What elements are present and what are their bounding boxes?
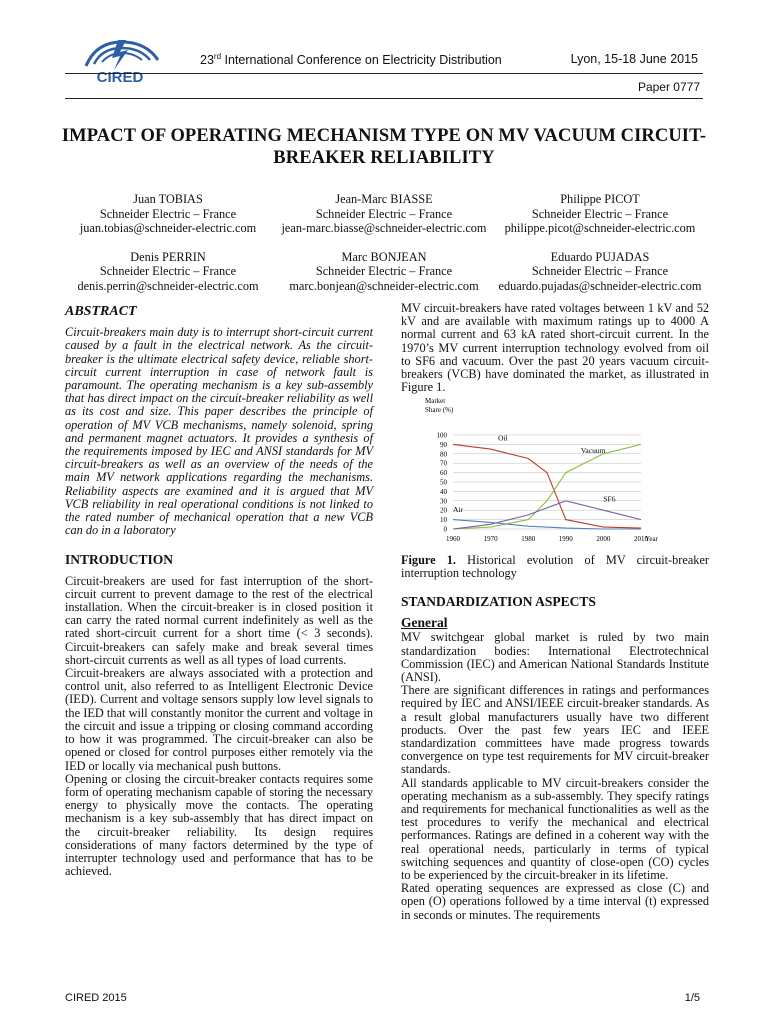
- author-affiliation: Schneider Electric – France: [315, 264, 453, 279]
- author-email[interactable]: marc.bonjean@schneider-electric.com: [289, 278, 479, 293]
- author-name: Juan TOBIAS: [133, 192, 203, 206]
- author-email[interactable]: juan.tobias@schneider-electric.com: [79, 221, 257, 236]
- y-tick-label: 0: [443, 525, 447, 534]
- author-block: [276, 250, 492, 294]
- standardization-heading: STANDARDIZATION ASPECTS: [401, 594, 596, 609]
- series-line-oil: [453, 444, 641, 528]
- author-name: Eduardo PUJADAS: [550, 249, 650, 264]
- standardization-paragraph: All standards applicable to MV circuit-breakers consider the operating mechanism as a sub-assembly. They specify ratings and requirements for mechanical functionalities as well as the test procedures to verify the mechanical and electrical performances. Ratings are defined in a coherent way with the real operational needs, particularly in terms of typical switching sequences and quantity of close-open (CO) cycles to be experienced by the circuit-breaker in its lifetime.: [401, 775, 709, 883]
- paper-title: [60, 125, 708, 169]
- cired-logo: [72, 36, 164, 86]
- series-line-sf6: [453, 501, 641, 529]
- series-label: Oil: [498, 433, 508, 443]
- introduction-heading: INTRODUCTION: [65, 552, 174, 568]
- paper-number: Paper 0777: [637, 80, 700, 94]
- series-label: Air: [453, 505, 463, 515]
- x-tick-label: 1960: [446, 535, 460, 543]
- x-tick-label: 1970: [483, 535, 498, 543]
- y-axis-label: Market: [425, 397, 446, 405]
- standardization-paragraph: MV switchgear global market is ruled by two main standardization bodies: International Electrotechnical Commission (IEC) and American National Standards Institute (ANSI).: [401, 630, 709, 685]
- x-axis-label: Year: [645, 535, 658, 543]
- y-tick-label: 20: [440, 506, 447, 515]
- series-line-vacuum: [453, 444, 641, 529]
- intro-paragraph: MV circuit-breakers have rated voltages between 1 kV and 52 kV and are available with maximum ratings up to 4000 A normal current and 63 kA rated short-circuit current. In the 1970’s MV current interruption technology evolved from oil to SF6 and vacuum. Over the past 20 years vacuum circuit-breakers (VCB) have dominated the market, as illustrated in Figure 1.: [401, 301, 709, 395]
- header-rule-bottom: [65, 98, 703, 99]
- author-affiliation: Schneider Electric – France: [99, 264, 237, 279]
- y-tick-label: 30: [440, 497, 447, 506]
- abstract-text: Circuit-breakers main duty is to interrupt short-circuit current caused by a fault in the electrical network. As the circuit-breaker is the ultimate electrical safety device, reliable short-circuit current interruption in case of network fault is paramount. The operating mechanism is a key sub-assembly that has direct impact on the circuit-breaker reliability as well as its cost and size. This paper describes the principle of operation of MV VCB mechanisms, namely solenoid, spring and permanent magnet actuators. It provides a synthesis of the requirements imposed by IEC and ANSI standards for MV circuit-breakers as well as an overview of the needs of the main MV network applications regarding the mechanisms. Reliability aspects are examined and it is argued that MV VCB reliability in real operational conditions is not linked to the rated number of mechanical operation that a new VCB can do in a laboratory: [65, 325, 373, 538]
- title-line-2: BREAKER RELIABILITY: [273, 148, 495, 168]
- header-rule: [65, 73, 703, 74]
- introduction-paragraph: Circuit-breakers are always associated with a protection and control unit, also referred to as Intelligent Electronic Device (IED). Current and voltage sensors supply low level signals to the IED that will constantly monitor the current and voltage in the circuit and issue a tripping or closing command according to how it was programmed. The circuit-breaker can also be opened or closed for control purposes either remotely via the IED or locally via mechanical push buttons.: [65, 666, 373, 773]
- right-column-intro: [401, 302, 709, 394]
- introduction-paragraph: Circuit-breakers are used for fast interruption of the short-circuit current to prevent damage to the rest of the electrical installation. When the circuit-breaker is in closed position it can carry the rated normal current indefinitely as well as the rated short-circuit current for a short time (< 3 seconds). Circuit-breakers can safely make and break several times short-circuit currents as well as all types of load currents.: [65, 573, 373, 667]
- x-tick-label: 1980: [521, 535, 536, 543]
- author-block: [492, 250, 708, 294]
- right-column-standardization: [401, 595, 709, 922]
- author-name: Jean-Marc BIASSE: [335, 192, 433, 206]
- y-tick-label: 100: [436, 431, 447, 440]
- y-tick-label: 60: [440, 469, 447, 478]
- general-subheading: General: [401, 615, 448, 631]
- conference-date: Lyon, 15-18 June 2015: [570, 52, 698, 66]
- author-email[interactable]: eduardo.pujadas@schneider-electric.com: [498, 278, 702, 293]
- y-tick-label: 90: [440, 440, 447, 449]
- series-label: SF6: [603, 494, 616, 504]
- y-tick-label: 40: [440, 487, 447, 496]
- author-affiliation: Schneider Electric – France: [99, 206, 237, 221]
- y-tick-label: 50: [440, 478, 447, 487]
- author-grid: [60, 192, 708, 294]
- y-tick-label: 70: [440, 459, 447, 468]
- left-column: [65, 305, 373, 878]
- series-label: Vacuum: [580, 445, 606, 455]
- figure-caption: Figure 1. Historical evolution of MV circuit-breaker interruption technology: [401, 553, 710, 581]
- title-line-1: IMPACT OF OPERATING MECHANISM TYPE ON MV VACUUM CIRCUIT-: [61, 126, 707, 146]
- author-block: [492, 192, 708, 236]
- introduction-paragraph: Opening or closing the circuit-breaker contacts requires some form of operating mechanism capable of storing the necessary energy to physically move the contacts. The operating mechanism is a key sub-assembly that has direct impact on the circuit-breaker reliability. Its design requires considerations of many factors determined by the type of interrupter technology used and performance that has to be achieved.: [65, 771, 373, 879]
- author-email[interactable]: jean-marc.biasse@schneider-electric.com: [281, 221, 487, 236]
- author-block: [60, 250, 276, 294]
- y-tick-label: 80: [440, 450, 447, 459]
- author-name: Marc BONJEAN: [341, 249, 427, 264]
- footer-left: CIRED 2015: [65, 992, 127, 1004]
- y-axis-label: Share (%): [425, 406, 454, 414]
- author-name: Philippe PICOT: [560, 192, 640, 206]
- abstract-heading: ABSTRACT: [65, 304, 137, 319]
- author-affiliation: Schneider Electric – France: [531, 264, 669, 279]
- page-number: 1/5: [684, 992, 700, 1004]
- market-share-chart: [401, 395, 709, 550]
- author-email[interactable]: denis.perrin@schneider-electric.com: [77, 278, 259, 293]
- x-tick-label: 1990: [558, 535, 573, 543]
- x-tick-label: 2000: [596, 535, 611, 543]
- x-tick-label: 2010: [634, 535, 648, 543]
- author-name: Denis PERRIN: [130, 249, 206, 264]
- y-tick-label: 10: [440, 516, 447, 525]
- standardization-paragraph: There are significant differences in ratings and performances required by IEC and ANSI/IEEE circuit-breaker standards. As a result global manufacturers usually have two different products. Over the past few years IEC and IEEE standardization committees have made progress towards convergence on type test requirements for MV circuit-breaker standards.: [401, 683, 709, 777]
- author-email[interactable]: philippe.picot@schneider-electric.com: [504, 221, 696, 236]
- author-affiliation: Schneider Electric – France: [315, 206, 453, 221]
- author-block: [60, 192, 276, 236]
- author-affiliation: Schneider Electric – France: [531, 206, 669, 221]
- conference-title: 23rd International Conference on Electricity Distribution: [200, 52, 502, 68]
- logo-text: CIRED: [96, 69, 144, 86]
- standardization-paragraph: Rated operating sequences are expressed as close (C) and open (O) operations followed by a time interval (t) expressed in seconds or minutes. The requirements: [401, 881, 709, 922]
- author-block: [276, 192, 492, 236]
